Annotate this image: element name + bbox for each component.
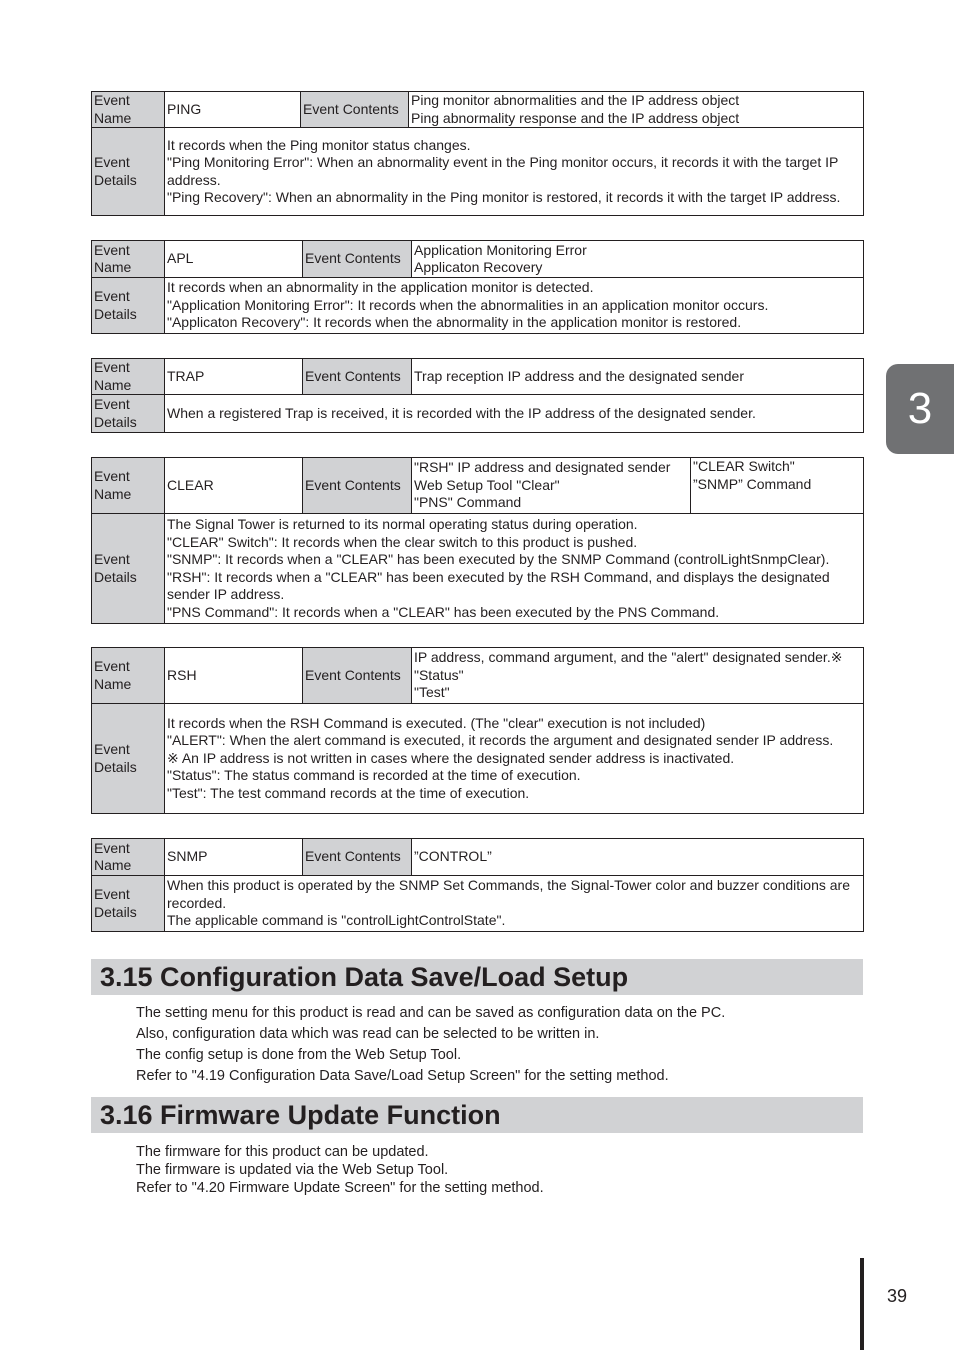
event-contents-label: Event Contents xyxy=(303,839,412,876)
event-name-value: CLEAR xyxy=(165,458,303,514)
event-details-label: Event Details xyxy=(92,514,165,624)
page-number: 39 xyxy=(887,1286,908,1306)
event-details-label: Event Details xyxy=(92,395,165,433)
event-name-value: TRAP xyxy=(165,359,303,395)
event-name-value: SNMP xyxy=(165,839,303,876)
section-heading-3-15: 3.15 Configuration Data Save/Load Setup xyxy=(91,959,863,995)
event-contents-label: Event Contents xyxy=(303,241,412,278)
event-contents-label: Event Contents xyxy=(301,92,409,128)
section-3-15-body xyxy=(136,1003,725,1087)
paragraph-line: The setting menu for this product is read and can be saved as configuration data on the PC. xyxy=(136,1005,726,1021)
event-details-label: Event Details xyxy=(92,128,165,216)
event-details-value: It records when the Ping monitor status changes. "Ping Monitoring Error": When an abnormality event in the Ping monitor occurs, it records it with the target IP address. "Ping Recovery": When an abnormality in the Ping monitor is restored, it records it with the target IP address. xyxy=(165,128,864,216)
event-details-label: Event Details xyxy=(92,278,165,334)
event-contents-value: Ping monitor abnormalities and the IP address object Ping abnormality response and the IP address object xyxy=(409,92,864,128)
event-contents-label: Event Contents xyxy=(303,359,412,395)
event-contents-value: IP address, command argument, and the "alert" designated sender.※ "Status" "Test" xyxy=(412,648,864,704)
paragraph-line: Also, configuration data which was read can be selected to be written in. xyxy=(136,1026,600,1042)
event-contents-value: Application Monitoring Error Applicaton Recovery xyxy=(412,241,864,278)
event-name-label: Event Name xyxy=(92,92,165,128)
section-heading-3-16: 3.16 Firmware Update Function xyxy=(91,1097,863,1133)
event-table-rsh xyxy=(91,647,864,814)
event-details-value: It records when the RSH Command is executed. (The "clear" execution is not included) "ALERT": When the alert command is executed, it records the argument and designated sender IP address. ※ An IP address is not written in cases where the designated sender address is inactivated. "Status": The status command is recorded at the time of execution. "Test": The test command records at the time of execution. xyxy=(165,704,864,814)
paragraph-line: The firmware is updated via the Web Setup Tool. xyxy=(136,1162,449,1178)
event-table-apl xyxy=(91,240,864,334)
paragraph-line: Refer to "4.19 Configuration Data Save/Load Setup Screen" for the setting method. xyxy=(136,1068,669,1084)
event-details-label: Event Details xyxy=(92,704,165,814)
paragraph-line: The config setup is done from the Web Setup Tool. xyxy=(136,1047,462,1063)
event-contents-label: Event Contents xyxy=(303,648,412,704)
event-table-clear xyxy=(91,457,864,624)
event-name-label: Event Name xyxy=(92,241,165,278)
event-details-value: It records when an abnormality in the application monitor is detected. "Application Monitoring Error": It records when the abnormalities in an application monitor occurs. "Applicaton Recovery": It records when the abnormality in the application monitor is restored. xyxy=(165,278,864,334)
event-contents-value-secondary: "CLEAR Switch" ”SNMP” Command xyxy=(691,458,864,514)
event-name-value: PING xyxy=(165,92,301,128)
event-name-label: Event Name xyxy=(92,458,165,514)
event-details-value: When this product is operated by the SNMP Set Commands, the Signal-Tower color and buzzer conditions are recorded. The applicable command is "controlLightControlState". xyxy=(165,876,864,932)
page-number-rule xyxy=(860,1258,864,1350)
event-name-label: Event Name xyxy=(92,839,165,876)
event-name-value: APL xyxy=(165,241,303,278)
event-name-label: Event Name xyxy=(92,359,165,395)
paragraph-line: The firmware for this product can be updated. xyxy=(136,1144,429,1160)
event-details-value: When a registered Trap is received, it is recorded with the IP address of the designated sender. xyxy=(165,395,864,433)
event-contents-value: Trap reception IP address and the designated sender xyxy=(412,359,864,395)
event-name-label: Event Name xyxy=(92,648,165,704)
event-table-snmp xyxy=(91,838,864,932)
event-contents-value: "RSH" IP address and designated sender Web Setup Tool "Clear" "PNS" Command xyxy=(412,458,691,514)
event-contents-value: ”CONTROL” xyxy=(412,839,864,876)
paragraph-line: Refer to "4.20 Firmware Update Screen" for the setting method. xyxy=(136,1180,544,1196)
section-3-16-body xyxy=(136,1143,544,1197)
chapter-tab: 3 xyxy=(886,364,954,454)
event-contents-label: Event Contents xyxy=(303,458,412,514)
event-details-value: The Signal Tower is returned to its normal operating status during operation. "CLEAR" Switch": It records when the clear switch to this product is pushed. "SNMP": It records when a "CLEAR" has been executed by the SNMP Command (controlLightSnmpClear). "RSH": It records when a "CLEAR" has been executed by the RSH Command, and displays the designated sender IP address. "PNS Command": It records when a "CLEAR" has been executed by the PNS Command. xyxy=(165,514,864,624)
event-table-trap xyxy=(91,358,864,433)
event-name-value: RSH xyxy=(165,648,303,704)
event-table-ping xyxy=(91,91,864,216)
event-details-label: Event Details xyxy=(92,876,165,932)
